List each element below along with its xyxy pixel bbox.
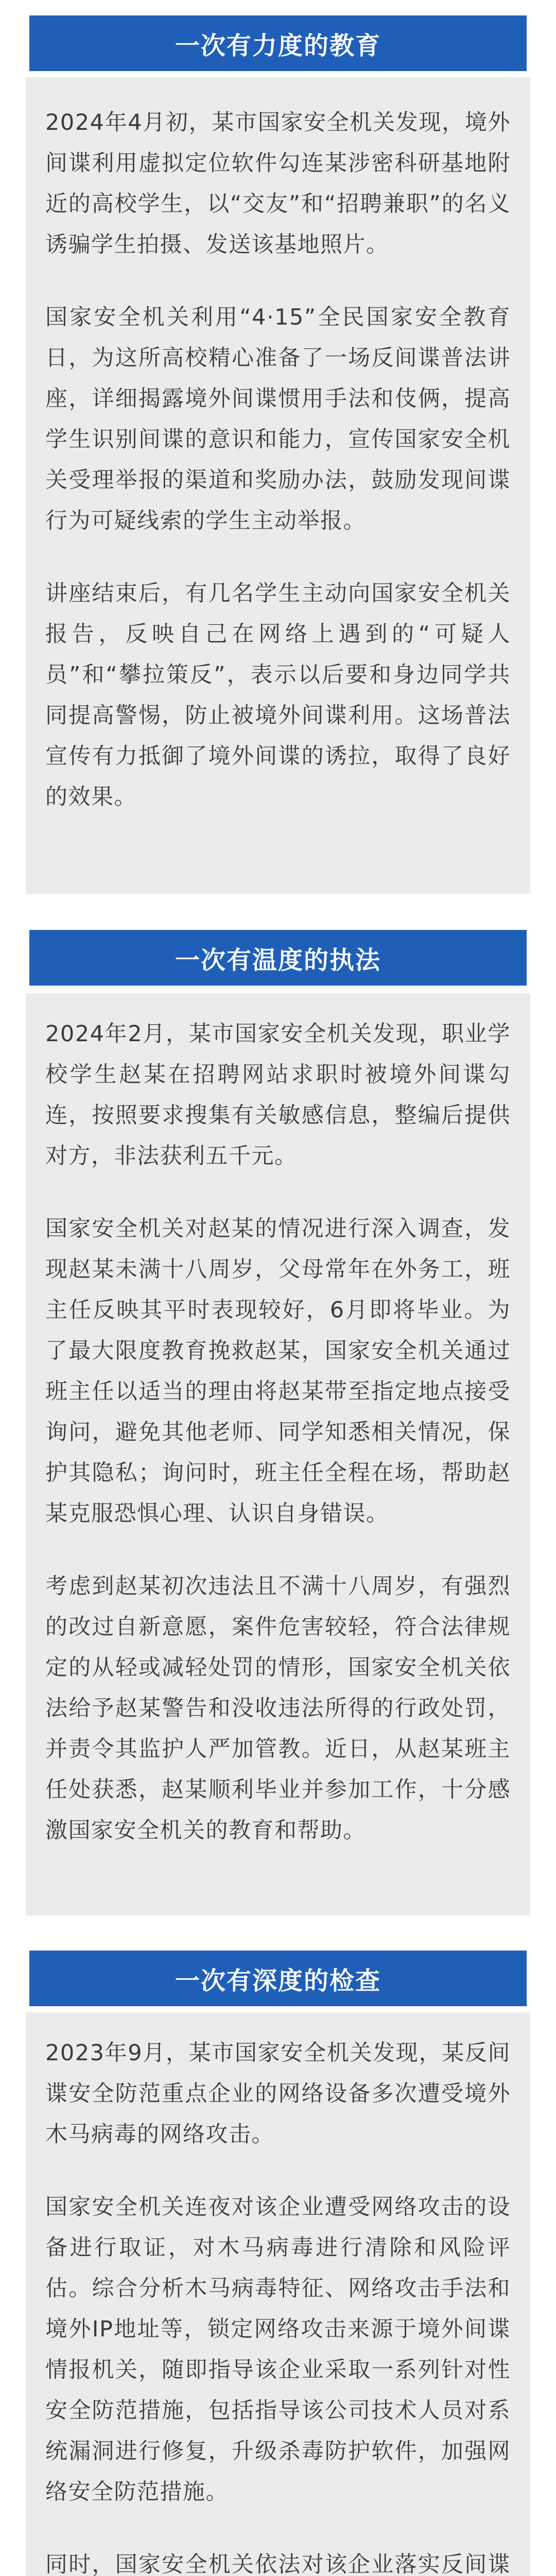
section-1-title-banner: 一次有力度的教育 — [29, 15, 527, 71]
section-1-paragraph-1: 2024年4月初，某市国家安全机关发现，境外间谍利用虚拟定位软件勾连某涉密科研基地附近的高校学生，以“交友”和“招聘兼职”的名义诱骗学生拍摄、发送该基地照片。 — [45, 110, 511, 258]
section-2-paragraph-2: 国家安全机关对赵某的情况进行深入调查，发现赵某未满十八周岁，父母常年在外务工，班主任反映其平时表现较好，6月即将毕业。为了最大限度教育挽救赵某，国家安全机关通过班主任以适当的理由将赵某带至指定地点接受询问，避免其他老师、同学知悉相关情况，保护其隐私；询问时，班主任全程在场，帮助赵某克服恐惧心理、认识自身错误。 — [45, 1216, 511, 1527]
section-3-title-banner: 一次有深度的检查 — [29, 1951, 527, 2006]
section-2-title-banner: 一次有温度的执法 — [29, 930, 527, 986]
section-3-paragraph-2: 国家安全机关连夜对该企业遭受网络攻击的设备进行取证，对木马病毒进行清除和风险评估。综合分析木马病毒特征、网络攻击手法和境外IP地址等，锁定网络攻击来源于境外间谍情报机关，随即指导该企业采取一系列针对性安全防范措施，包括指导该公司技术人员对系统漏洞进行修复，升级杀毒防护软件，加强网络安全防范措施。 — [45, 2194, 511, 2505]
section-1-paragraph-3: 讲座结束后，有几名学生主动向国家安全机关报告，反映自己在网络上遇到的“可疑人员”和“攀拉策反”，表示以后要和身边同学共同提高警惕，防止被境外间谍利用。这场普法宣传有力抵御了境外间谍的诱拉，取得了良好的效果。 — [45, 581, 511, 810]
section-3-paragraph-1: 2023年9月，某市国家安全机关发现，某反间谍安全防范重点企业的网络设备多次遭受境外木马病毒的网络攻击。 — [45, 2040, 511, 2147]
section-2-body — [26, 993, 530, 1916]
section-2-paragraph-1: 2024年2月，某市国家安全机关发现，职业学校学生赵某在招聘网站求职时被境外间谍勾连，按照要求搜集有关敏感信息，整编后提供对方，非法获利五千元。 — [45, 1021, 511, 1169]
section-1-body — [26, 77, 530, 894]
section-2-paragraph-3: 考虑到赵某初次违法且不满十八周岁，有强烈的改过自新意愿，案件危害较轻，符合法律规定的从轻或减轻处罚的情形，国家安全机关依法给予赵某警告和没收违法所得的行政处罚，并责令其监护人严加管教。近日，从赵某班主任处获悉，赵某顺利毕业并参加工作，十分感激国家安全机关的教育和帮助。 — [45, 1573, 511, 1843]
section-1-paragraph-2: 国家安全机关利用“4·15”全民国家安全教育日，为这所高校精心准备了一场反间谍普法讲座，详细揭露境外间谍惯用手法和伎俩，提高学生识别间谍的意识和能力，宣传国家安全机关受理举报的渠道和奖励办法，鼓励发现间谍行为可疑线索的学生主动举报。 — [45, 304, 511, 534]
section-3-paragraph-3: 同时，国家安全机关依法对该企业落实反间谍 — [45, 2552, 511, 2576]
section-3-body — [26, 2012, 530, 2576]
